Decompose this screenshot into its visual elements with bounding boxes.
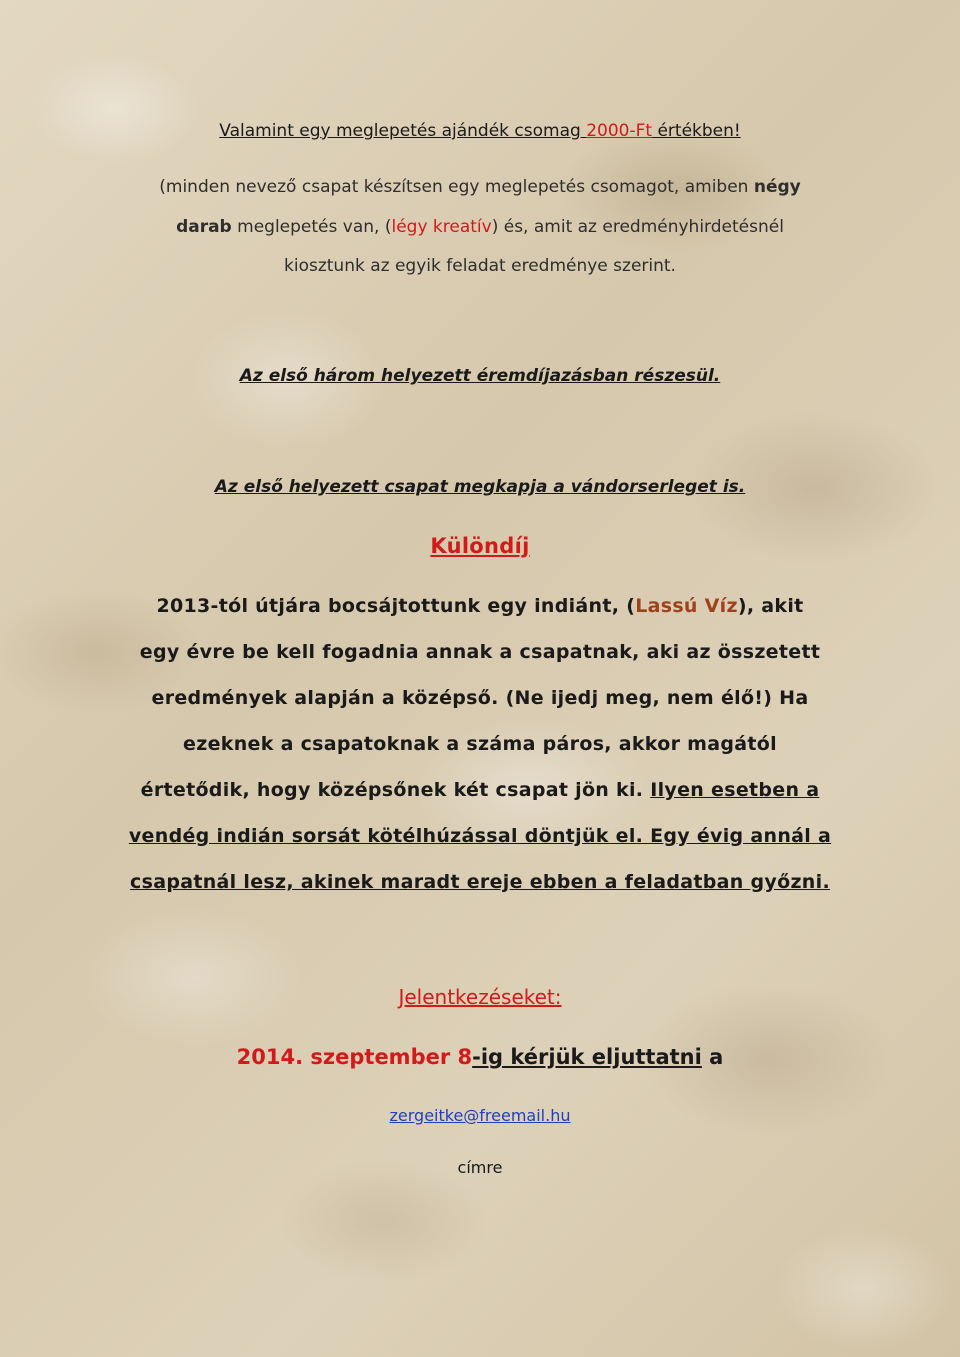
deadline-text: -ig kérjük eljuttatni [472,1045,702,1069]
deadline-text-end: a [701,1045,724,1069]
special-line-5 [0,779,960,801]
deadline-date: 2014. szeptember 8 [236,1045,473,1069]
address-suffix: címre [457,1158,503,1177]
email-link[interactable]: zergeitke@freemail.hu [389,1106,571,1125]
special-line-1 [0,595,960,617]
intro-bold-word: darab [176,217,232,237]
intro-line-3 [0,256,960,276]
deadline-line [0,1045,960,1069]
special-line-6: vendég indián sorsát kötélhúzással döntjük el. Egy évig annál a [128,825,832,847]
special-text: 2013-tól útjára bocsájtottunk egy indiánt, ( [156,595,636,617]
special-prize-title: Különdíj [430,534,530,558]
intro-text: meglepetés van, ( [231,217,392,237]
intro-bold-word: négy [753,177,801,197]
cup-line: Az első helyezett csapat megkapja a vándorserleget is. [214,477,746,497]
intro-line-2 [0,217,960,237]
medals-line: Az első három helyezett éremdíjazásban részesül. [239,366,721,386]
prize-text-end: értékben! [652,121,741,141]
special-text: ), akit [737,595,804,617]
intro-text: (minden nevező csapat készítsen egy meglepetés csomagot, amiben [159,177,754,197]
indian-name: Lassú Víz [635,595,738,617]
special-line-3: eredmények alapján a középső. (Ne ijedj meg, nem élő!) Ha [151,687,809,709]
intro-text: kiosztunk az egyik feladat eredménye szerint. [284,256,676,276]
email-line [0,1106,960,1125]
intro-text: ) és, amit az eredményhirdetésnél [491,217,784,237]
special-underlined: Ilyen esetben a [650,779,820,801]
special-text: értetődik, hogy középsőnek két csapat jön ki. [140,779,651,801]
registration-title: Jelentkezéseket: [398,985,562,1009]
special-line-2: egy évre be kell fogadnia annak a csapatnak, aki az összetett [139,641,821,663]
prize-text: Valamint egy meglepetés ajándék csomag [219,121,587,141]
prize-amount: 2000-Ft [586,121,653,141]
intro-highlight: légy kreatív [391,217,492,237]
special-line-4: ezeknek a csapatoknak a száma páros, akkor magától [183,733,777,755]
intro-line-1 [0,177,960,197]
special-line-7: csapatnál lesz, akinek maradt ereje ebben a feladatban győzni. [130,871,830,893]
prize-line [0,121,960,141]
